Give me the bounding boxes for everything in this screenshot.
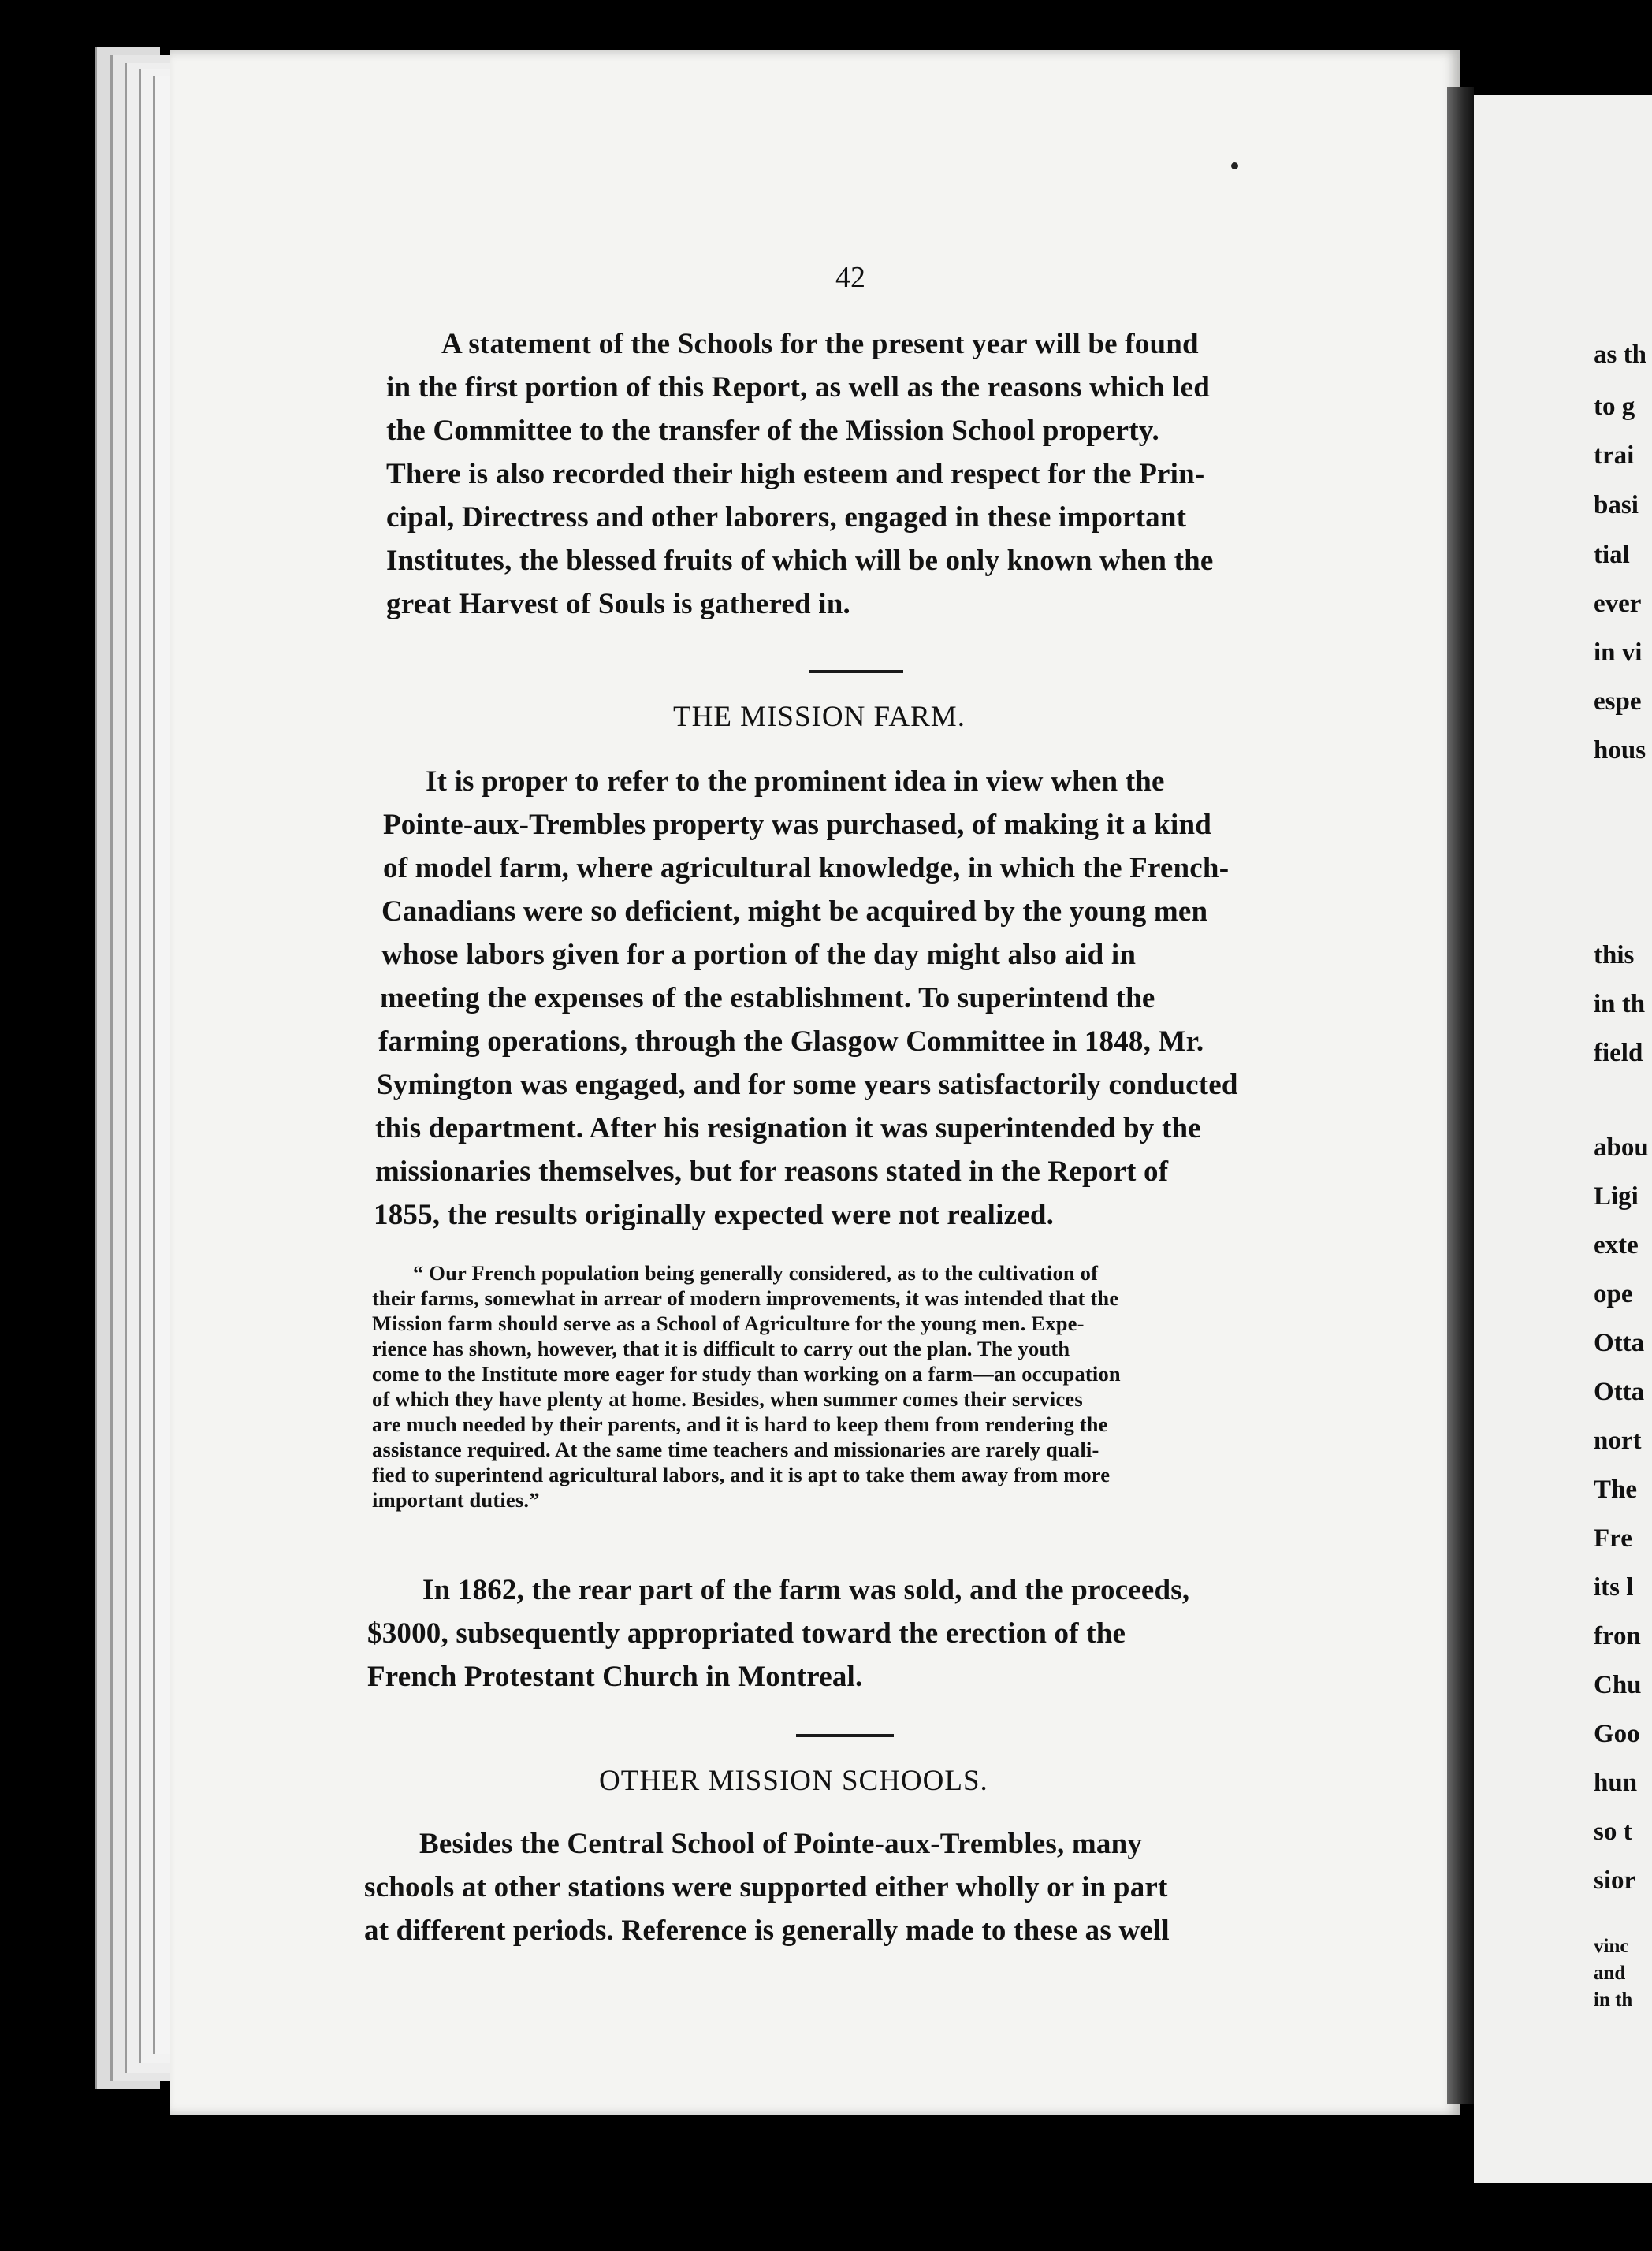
quote-line: “ Our French population being generally considered, as to the cultivation of xyxy=(413,1261,1099,1285)
quote-line: of which they have plenty at home. Besides, when summer comes their services xyxy=(372,1387,1083,1411)
page-number: 42 xyxy=(835,261,865,294)
facing-page-fragment: Otta xyxy=(1594,1329,1645,1357)
quote-line: their farms, somewhat in arrear of modern improvements, it was intended that the xyxy=(372,1286,1119,1310)
farm-line: meeting the expenses of the establishment. To superintend the xyxy=(380,982,1155,1014)
intro-line: Institutes, the blessed fruits of which will be only known when the xyxy=(386,545,1214,577)
farm-line: It is proper to refer to the prominent idea in view when the xyxy=(426,765,1165,798)
intro-line: There is also recorded their high esteem and respect for the Prin- xyxy=(386,458,1205,490)
facing-page-fragment: Otta xyxy=(1594,1378,1645,1406)
quote-line: important duties.” xyxy=(372,1488,540,1512)
section-divider xyxy=(796,1734,894,1737)
farm-line: Canadians were so deficient, might be acquired by the young men xyxy=(381,895,1208,928)
farm-line: of model farm, where agricultural knowledge, in which the French- xyxy=(383,852,1230,884)
quote-line: are much needed by their parents, and it is hard to keep them from rendering the xyxy=(372,1412,1108,1436)
schools-line: Besides the Central School of Pointe-aux-Trembles, many xyxy=(419,1828,1143,1860)
quote-line: Mission farm should serve as a School of Agriculture for the young men. Expe- xyxy=(372,1312,1085,1335)
section-heading-other-mission-schools: OTHER MISSION SCHOOLS. xyxy=(599,1765,988,1797)
facing-page-fragment: this xyxy=(1594,941,1635,969)
facing-page-fragment: tial xyxy=(1594,541,1630,569)
intro-line: the Committee to the transfer of the Mission School property. xyxy=(386,415,1159,447)
facing-page-fragment: in th xyxy=(1594,990,1646,1018)
quote-line: assistance required. At the same time teachers and missionaries are rarely quali- xyxy=(372,1438,1099,1461)
facing-page-fragment: Fre xyxy=(1594,1524,1632,1553)
schools-line: at different periods. Reference is generally made to these as well xyxy=(364,1914,1170,1947)
facing-page-fragment: in vi xyxy=(1594,638,1643,667)
facing-page-fragment: field xyxy=(1594,1039,1643,1067)
facing-page-fragment: hun xyxy=(1594,1769,1638,1797)
farm-closing-line: In 1862, the rear part of the farm was sold, and the proceeds, xyxy=(422,1574,1190,1606)
intro-line: great Harvest of Souls is gathered in. xyxy=(386,588,850,620)
intro-line: cipal, Directress and other laborers, engaged in these important xyxy=(386,501,1187,534)
facing-page-fragment: its l xyxy=(1594,1573,1634,1602)
facing-page-fragment: and xyxy=(1594,1963,1626,1984)
quote-line: rience has shown, however, that it is difficult to carry out the plan. The youth xyxy=(372,1337,1070,1360)
facing-page-fragment: nort xyxy=(1594,1427,1642,1455)
farm-closing-line: French Protestant Church in Montreal. xyxy=(367,1661,863,1693)
facing-page-fragment: hous xyxy=(1594,736,1646,765)
quote-line: come to the Institute more eager for study than working on a farm—an occupation xyxy=(372,1362,1121,1386)
farm-closing-line: $3000, subsequently appropriated toward the erection of the xyxy=(367,1617,1126,1650)
facing-page-fragment: Goo xyxy=(1594,1720,1640,1748)
schools-line: schools at other stations were supported either wholly or in part xyxy=(364,1871,1168,1903)
farm-line: farming operations, through the Glasgow Committee in 1848, Mr. xyxy=(378,1025,1204,1058)
facing-page-fragment: Chu xyxy=(1594,1671,1642,1699)
ink-speck xyxy=(1231,162,1238,169)
intro-line: in the first portion of this Report, as well as the reasons which led xyxy=(386,371,1210,404)
facing-page-fragment: espe xyxy=(1594,687,1642,716)
facing-page-fragment: so t xyxy=(1594,1818,1632,1846)
section-heading-mission-farm: THE MISSION FARM. xyxy=(673,701,966,733)
farm-line: whose labors given for a portion of the day might also aid in xyxy=(381,939,1137,971)
facing-page-fragment: ope xyxy=(1594,1280,1633,1308)
facing-page-fragment: The xyxy=(1594,1475,1638,1504)
facing-page-fragment: sior xyxy=(1594,1866,1636,1895)
facing-page-fragment: Ligi xyxy=(1594,1182,1639,1211)
intro-line: A statement of the Schools for the present year will be found xyxy=(441,328,1199,360)
farm-line: Pointe-aux-Trembles property was purchased, of making it a kind xyxy=(383,809,1212,841)
facing-page-fragment: exte xyxy=(1594,1231,1639,1259)
facing-page-fragment: abou xyxy=(1594,1133,1649,1162)
facing-page-fragment: as th xyxy=(1594,340,1646,369)
farm-line: missionaries themselves, but for reasons stated in the Report of xyxy=(375,1155,1169,1188)
facing-page-fragment: in th xyxy=(1594,1989,1633,2011)
facing-page-fragment: vinc xyxy=(1594,1936,1629,1957)
facing-page xyxy=(1474,95,1652,2183)
facing-page-fragment: ever xyxy=(1594,590,1642,618)
facing-page-fragment: to g xyxy=(1594,393,1635,421)
farm-line: 1855, the results originally expected were not realized. xyxy=(374,1199,1055,1231)
facing-page-fragment: trai xyxy=(1594,441,1635,470)
book-gutter xyxy=(1447,87,1474,2104)
farm-line: Symington was engaged, and for some years satisfactorily conducted xyxy=(377,1069,1238,1101)
facing-page-fragment: basi xyxy=(1594,491,1639,519)
farm-line: this department. After his resignation it was superintended by the xyxy=(375,1112,1201,1144)
quote-line: fied to superintend agricultural labors, and it is apt to take them away from more xyxy=(372,1463,1111,1486)
section-divider xyxy=(809,670,903,673)
facing-page-fragment: fron xyxy=(1594,1622,1641,1650)
